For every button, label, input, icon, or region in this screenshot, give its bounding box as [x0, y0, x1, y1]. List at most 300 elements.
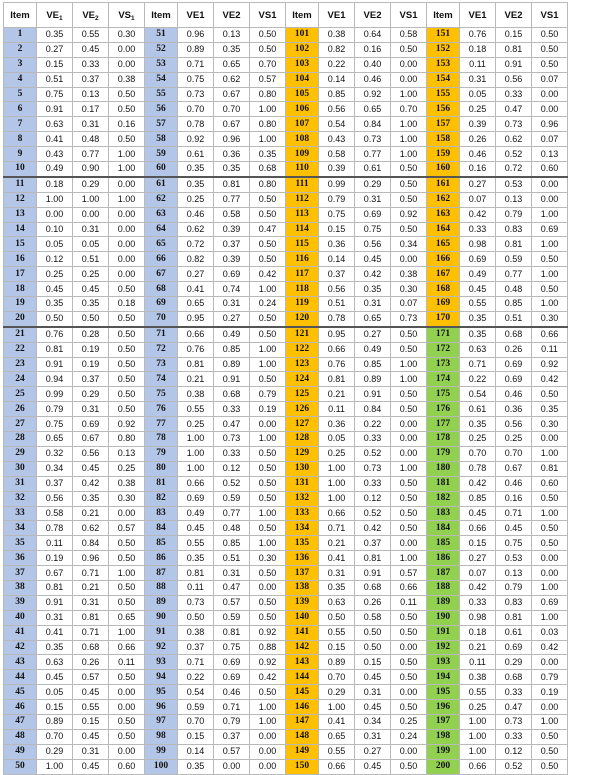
value-cell: 0.12 — [214, 461, 250, 476]
value-cell: 0.92 — [355, 87, 391, 102]
item-number-cell: 90 — [145, 610, 178, 625]
value-cell: 0.85 — [319, 87, 355, 102]
value-cell: 0.61 — [178, 147, 214, 162]
item-number-cell: 104 — [286, 72, 319, 87]
value-cell: 0.96 — [532, 117, 568, 132]
value-cell: 0.58 — [391, 28, 427, 43]
item-number-cell: 170 — [427, 311, 460, 326]
value-cell: 0.37 — [214, 729, 250, 744]
value-cell: 0.46 — [214, 685, 250, 700]
item-number-cell: 11 — [4, 177, 37, 192]
value-cell: 1.00 — [532, 714, 568, 729]
value-cell: 0.35 — [178, 759, 214, 774]
value-cell: 0.66 — [178, 476, 214, 491]
item-number-cell: 192 — [427, 640, 460, 655]
item-number-cell: 12 — [4, 192, 37, 207]
table-row — [4, 506, 568, 521]
value-cell: 0.88 — [250, 640, 286, 655]
value-cell: 0.81 — [214, 177, 250, 192]
value-cell: 1.00 — [532, 267, 568, 282]
value-cell: 0.56 — [37, 491, 73, 506]
item-table — [3, 2, 568, 775]
item-number-cell: 52 — [145, 42, 178, 57]
value-cell: 0.56 — [355, 237, 391, 252]
value-cell: 1.00 — [391, 461, 427, 476]
item-number-cell: 56 — [145, 102, 178, 117]
item-number-cell: 141 — [286, 625, 319, 640]
value-cell: 0.45 — [355, 700, 391, 715]
value-cell: 0.68 — [496, 670, 532, 685]
value-cell: 0.50 — [73, 311, 109, 326]
value-cell: 0.31 — [73, 117, 109, 132]
value-cell: 0.91 — [496, 57, 532, 72]
value-cell: 0.50 — [250, 476, 286, 491]
item-number-cell: 87 — [145, 566, 178, 581]
value-cell: 1.00 — [460, 744, 496, 759]
item-number-cell: 119 — [286, 297, 319, 312]
value-cell: 0.50 — [109, 402, 145, 417]
item-number-cell: 59 — [145, 147, 178, 162]
item-number-cell: 19 — [4, 297, 37, 312]
item-number-cell: 127 — [286, 417, 319, 432]
value-cell: 0.63 — [460, 342, 496, 357]
item-number-cell: 180 — [427, 461, 460, 476]
value-cell: 0.71 — [178, 57, 214, 72]
value-cell: 0.37 — [355, 536, 391, 551]
value-cell: 0.68 — [496, 327, 532, 342]
value-cell: 0.45 — [355, 759, 391, 774]
value-cell: 0.19 — [250, 402, 286, 417]
value-cell: 0.07 — [532, 72, 568, 87]
value-cell: 0.41 — [319, 551, 355, 566]
value-cell: 0.69 — [178, 491, 214, 506]
value-cell: 0.75 — [178, 72, 214, 87]
value-cell: 0.26 — [355, 595, 391, 610]
item-number-cell: 184 — [427, 521, 460, 536]
value-cell: 1.00 — [178, 432, 214, 447]
item-number-cell: 145 — [286, 685, 319, 700]
value-cell: 0.73 — [178, 595, 214, 610]
value-cell: 0.35 — [460, 311, 496, 326]
value-cell: 0.71 — [460, 357, 496, 372]
value-cell: 0.22 — [319, 57, 355, 72]
table-row — [4, 162, 568, 177]
value-cell: 1.00 — [532, 580, 568, 595]
value-cell: 0.92 — [178, 132, 214, 147]
item-number-cell: 159 — [427, 147, 460, 162]
item-number-cell: 134 — [286, 521, 319, 536]
value-cell: 1.00 — [391, 551, 427, 566]
value-cell: 0.15 — [319, 222, 355, 237]
table-row — [4, 417, 568, 432]
value-cell: 0.76 — [178, 342, 214, 357]
item-number-cell: 181 — [427, 476, 460, 491]
value-cell: 0.50 — [250, 192, 286, 207]
value-cell: 0.19 — [37, 551, 73, 566]
value-cell: 0.51 — [214, 551, 250, 566]
value-cell: 0.66 — [319, 342, 355, 357]
value-cell: 0.07 — [391, 297, 427, 312]
value-cell: 0.70 — [214, 102, 250, 117]
value-cell: 0.07 — [460, 566, 496, 581]
value-cell: 0.52 — [355, 446, 391, 461]
item-number-cell: 34 — [4, 521, 37, 536]
value-cell: 1.00 — [319, 476, 355, 491]
value-cell: 0.50 — [250, 42, 286, 57]
value-cell: 0.25 — [391, 714, 427, 729]
item-number-cell: 116 — [286, 252, 319, 267]
item-number-cell: 169 — [427, 297, 460, 312]
value-cell: 0.45 — [37, 282, 73, 297]
table-row — [4, 402, 568, 417]
value-cell: 0.22 — [178, 670, 214, 685]
item-number-cell: 189 — [427, 595, 460, 610]
value-cell: 0.50 — [109, 327, 145, 342]
value-cell: 0.52 — [496, 759, 532, 774]
value-cell: 0.91 — [355, 566, 391, 581]
value-cell: 0.47 — [496, 102, 532, 117]
table-row — [4, 237, 568, 252]
value-cell: 0.50 — [250, 685, 286, 700]
column-header — [73, 3, 109, 28]
value-cell: 0.60 — [109, 759, 145, 774]
value-cell: 0.73 — [391, 311, 427, 326]
value-cell: 0.36 — [319, 237, 355, 252]
value-cell: 0.48 — [73, 132, 109, 147]
value-cell: 0.80 — [250, 87, 286, 102]
value-cell: 0.18 — [460, 625, 496, 640]
value-cell: 0.45 — [73, 42, 109, 57]
value-cell: 0.94 — [37, 372, 73, 387]
value-cell: 0.35 — [355, 282, 391, 297]
item-number-cell: 156 — [427, 102, 460, 117]
value-cell: 0.00 — [109, 700, 145, 715]
value-cell: 0.35 — [250, 147, 286, 162]
item-number-cell: 140 — [286, 610, 319, 625]
table-row — [4, 536, 568, 551]
value-cell: 0.50 — [391, 759, 427, 774]
value-cell: 1.00 — [109, 625, 145, 640]
value-cell: 0.00 — [109, 222, 145, 237]
item-number-cell: 176 — [427, 402, 460, 417]
item-number-cell: 97 — [145, 714, 178, 729]
value-cell: 0.45 — [496, 521, 532, 536]
value-cell: 0.30 — [250, 551, 286, 566]
value-cell: 0.21 — [73, 580, 109, 595]
value-cell: 0.50 — [109, 595, 145, 610]
value-cell: 0.81 — [496, 610, 532, 625]
item-number-cell: 7 — [4, 117, 37, 132]
value-cell: 0.15 — [37, 57, 73, 72]
value-cell: 0.56 — [73, 446, 109, 461]
table-row — [4, 685, 568, 700]
value-cell: 0.50 — [109, 580, 145, 595]
value-cell: 0.50 — [532, 521, 568, 536]
item-number-cell: 96 — [145, 700, 178, 715]
table-row — [4, 357, 568, 372]
value-cell: 0.79 — [250, 387, 286, 402]
value-cell: 1.00 — [532, 610, 568, 625]
value-cell: 0.18 — [109, 297, 145, 312]
value-cell: 0.63 — [37, 117, 73, 132]
value-cell: 0.19 — [532, 685, 568, 700]
item-number-cell: 109 — [286, 147, 319, 162]
value-cell: 0.24 — [391, 729, 427, 744]
value-cell: 0.27 — [460, 551, 496, 566]
value-cell: 0.46 — [355, 72, 391, 87]
item-number-cell: 62 — [145, 192, 178, 207]
item-number-cell: 168 — [427, 282, 460, 297]
value-cell: 0.00 — [109, 42, 145, 57]
value-cell: 0.55 — [178, 536, 214, 551]
value-cell: 0.49 — [355, 342, 391, 357]
item-number-cell: 148 — [286, 729, 319, 744]
value-cell: 0.31 — [355, 192, 391, 207]
value-cell: 0.56 — [319, 282, 355, 297]
value-cell: 0.69 — [532, 222, 568, 237]
value-cell: 0.45 — [73, 461, 109, 476]
item-number-cell: 173 — [427, 357, 460, 372]
item-number-cell: 171 — [427, 327, 460, 342]
table-row — [4, 432, 568, 447]
value-cell: 0.78 — [178, 117, 214, 132]
value-cell: 1.00 — [250, 506, 286, 521]
item-number-cell: 39 — [4, 595, 37, 610]
value-cell: 0.31 — [355, 297, 391, 312]
value-cell: 0.26 — [73, 655, 109, 670]
item-number-cell: 186 — [427, 551, 460, 566]
value-cell: 0.69 — [532, 595, 568, 610]
value-cell: 1.00 — [460, 729, 496, 744]
item-number-cell: 132 — [286, 491, 319, 506]
item-number-cell: 99 — [145, 744, 178, 759]
value-cell: 0.50 — [355, 640, 391, 655]
value-cell: 1.00 — [250, 102, 286, 117]
value-cell: 0.83 — [496, 222, 532, 237]
value-cell: 0.69 — [214, 655, 250, 670]
value-cell: 0.50 — [391, 670, 427, 685]
item-number-cell: 165 — [427, 237, 460, 252]
value-cell: 0.50 — [250, 461, 286, 476]
value-cell: 1.00 — [37, 192, 73, 207]
value-cell: 0.90 — [73, 162, 109, 177]
item-number-cell: 66 — [145, 252, 178, 267]
value-cell: 0.35 — [37, 640, 73, 655]
item-number-cell: 182 — [427, 491, 460, 506]
value-cell: 0.15 — [37, 700, 73, 715]
item-number-cell: 106 — [286, 102, 319, 117]
item-number-cell: 112 — [286, 192, 319, 207]
value-cell: 0.31 — [73, 744, 109, 759]
item-number-cell: 81 — [145, 476, 178, 491]
value-cell: 0.59 — [214, 491, 250, 506]
value-cell: 0.58 — [37, 506, 73, 521]
item-number-cell: 41 — [4, 625, 37, 640]
value-cell: 0.47 — [496, 700, 532, 715]
value-cell: 0.15 — [460, 536, 496, 551]
table-row — [4, 372, 568, 387]
value-cell: 0.79 — [496, 580, 532, 595]
item-number-cell: 42 — [4, 640, 37, 655]
value-cell: 0.66 — [460, 759, 496, 774]
value-cell: 0.37 — [214, 237, 250, 252]
value-cell: 0.18 — [37, 177, 73, 192]
value-cell: 0.37 — [319, 267, 355, 282]
value-cell: 0.05 — [460, 87, 496, 102]
value-cell: 0.35 — [37, 28, 73, 43]
value-cell: 0.99 — [319, 177, 355, 192]
item-number-cell: 151 — [427, 28, 460, 43]
value-cell: 0.65 — [178, 297, 214, 312]
item-number-cell: 163 — [427, 207, 460, 222]
value-cell: 0.57 — [250, 72, 286, 87]
value-cell: 0.81 — [496, 42, 532, 57]
value-cell: 0.50 — [109, 342, 145, 357]
item-number-cell: 40 — [4, 610, 37, 625]
value-cell: 0.50 — [391, 491, 427, 506]
value-cell: 0.10 — [37, 222, 73, 237]
value-cell: 0.35 — [532, 402, 568, 417]
value-cell: 0.81 — [532, 461, 568, 476]
value-cell: 0.58 — [214, 207, 250, 222]
value-cell: 0.35 — [460, 327, 496, 342]
value-cell: 0.65 — [109, 610, 145, 625]
value-cell: 0.00 — [391, 685, 427, 700]
value-cell: 0.75 — [355, 222, 391, 237]
value-cell: 0.45 — [355, 252, 391, 267]
value-cell: 0.70 — [319, 670, 355, 685]
table-row — [4, 551, 568, 566]
column-header-label: VE2 — [222, 9, 241, 21]
item-number-cell: 110 — [286, 162, 319, 177]
table-row — [4, 714, 568, 729]
value-cell: 0.71 — [214, 700, 250, 715]
value-cell: 0.96 — [178, 28, 214, 43]
value-cell: 0.47 — [214, 417, 250, 432]
item-number-cell: 199 — [427, 744, 460, 759]
item-number-cell: 178 — [427, 432, 460, 447]
value-cell: 0.50 — [109, 729, 145, 744]
value-cell: 0.25 — [178, 417, 214, 432]
item-number-cell: 20 — [4, 311, 37, 326]
value-cell: 0.52 — [496, 147, 532, 162]
item-number-cell: 58 — [145, 132, 178, 147]
item-number-cell: 84 — [145, 521, 178, 536]
value-cell: 0.81 — [37, 580, 73, 595]
value-cell: 0.50 — [355, 625, 391, 640]
value-cell: 1.00 — [532, 237, 568, 252]
value-cell: 0.56 — [496, 417, 532, 432]
item-number-cell: 105 — [286, 87, 319, 102]
item-number-cell: 46 — [4, 700, 37, 715]
value-cell: 0.61 — [496, 625, 532, 640]
value-cell: 0.50 — [250, 521, 286, 536]
value-cell: 0.66 — [391, 580, 427, 595]
item-number-cell: 147 — [286, 714, 319, 729]
value-cell: 0.25 — [178, 192, 214, 207]
value-cell: 0.91 — [37, 102, 73, 117]
value-cell: 0.15 — [496, 28, 532, 43]
value-cell: 0.50 — [391, 177, 427, 192]
table-row — [4, 57, 568, 72]
item-number-cell: 77 — [145, 417, 178, 432]
value-cell: 0.00 — [532, 551, 568, 566]
value-cell: 0.38 — [109, 476, 145, 491]
value-cell: 0.31 — [73, 402, 109, 417]
value-cell: 0.00 — [37, 207, 73, 222]
value-cell: 0.61 — [460, 402, 496, 417]
value-cell: 0.00 — [250, 580, 286, 595]
item-number-cell: 100 — [145, 759, 178, 774]
item-number-cell: 38 — [4, 580, 37, 595]
value-cell: 0.33 — [460, 595, 496, 610]
item-number-cell: 114 — [286, 222, 319, 237]
value-cell: 0.70 — [460, 446, 496, 461]
item-number-cell: 155 — [427, 87, 460, 102]
value-cell: 0.50 — [391, 192, 427, 207]
column-header — [37, 3, 73, 28]
value-cell: 0.50 — [37, 311, 73, 326]
value-cell: 0.41 — [37, 132, 73, 147]
value-cell: 0.37 — [73, 372, 109, 387]
value-cell: 0.77 — [496, 267, 532, 282]
value-cell: 0.36 — [496, 402, 532, 417]
value-cell: 0.29 — [496, 655, 532, 670]
value-cell: 0.81 — [37, 342, 73, 357]
value-cell: 0.00 — [391, 432, 427, 447]
table-row — [4, 744, 568, 759]
item-number-cell: 64 — [145, 222, 178, 237]
value-cell: 0.45 — [73, 759, 109, 774]
table-row — [4, 147, 568, 162]
value-cell: 0.81 — [355, 551, 391, 566]
item-number-cell: 149 — [286, 744, 319, 759]
column-header — [286, 3, 319, 28]
item-number-cell: 190 — [427, 610, 460, 625]
value-cell: 0.45 — [178, 521, 214, 536]
value-cell: 0.13 — [214, 28, 250, 43]
value-cell: 0.43 — [37, 147, 73, 162]
value-cell: 0.68 — [214, 387, 250, 402]
value-cell: 0.41 — [319, 714, 355, 729]
column-header — [178, 3, 214, 28]
value-cell: 0.81 — [214, 625, 250, 640]
value-cell: 0.66 — [532, 327, 568, 342]
value-cell: 0.92 — [391, 207, 427, 222]
value-cell: 0.62 — [73, 521, 109, 536]
value-cell: 0.00 — [109, 506, 145, 521]
value-cell: 0.50 — [250, 595, 286, 610]
value-cell: 0.50 — [250, 311, 286, 326]
value-cell: 0.36 — [214, 147, 250, 162]
value-cell: 0.27 — [37, 42, 73, 57]
value-cell: 0.50 — [109, 372, 145, 387]
item-number-cell: 193 — [427, 655, 460, 670]
value-cell: 0.57 — [214, 744, 250, 759]
value-cell: 0.50 — [391, 162, 427, 177]
item-number-cell: 196 — [427, 700, 460, 715]
value-cell: 0.55 — [319, 625, 355, 640]
value-cell: 0.50 — [250, 207, 286, 222]
value-cell: 0.54 — [178, 685, 214, 700]
value-cell: 1.00 — [109, 162, 145, 177]
value-cell: 0.11 — [109, 655, 145, 670]
value-cell: 0.60 — [532, 162, 568, 177]
item-number-cell: 131 — [286, 476, 319, 491]
value-cell: 0.15 — [73, 714, 109, 729]
value-cell: 1.00 — [109, 192, 145, 207]
value-cell: 0.27 — [178, 267, 214, 282]
